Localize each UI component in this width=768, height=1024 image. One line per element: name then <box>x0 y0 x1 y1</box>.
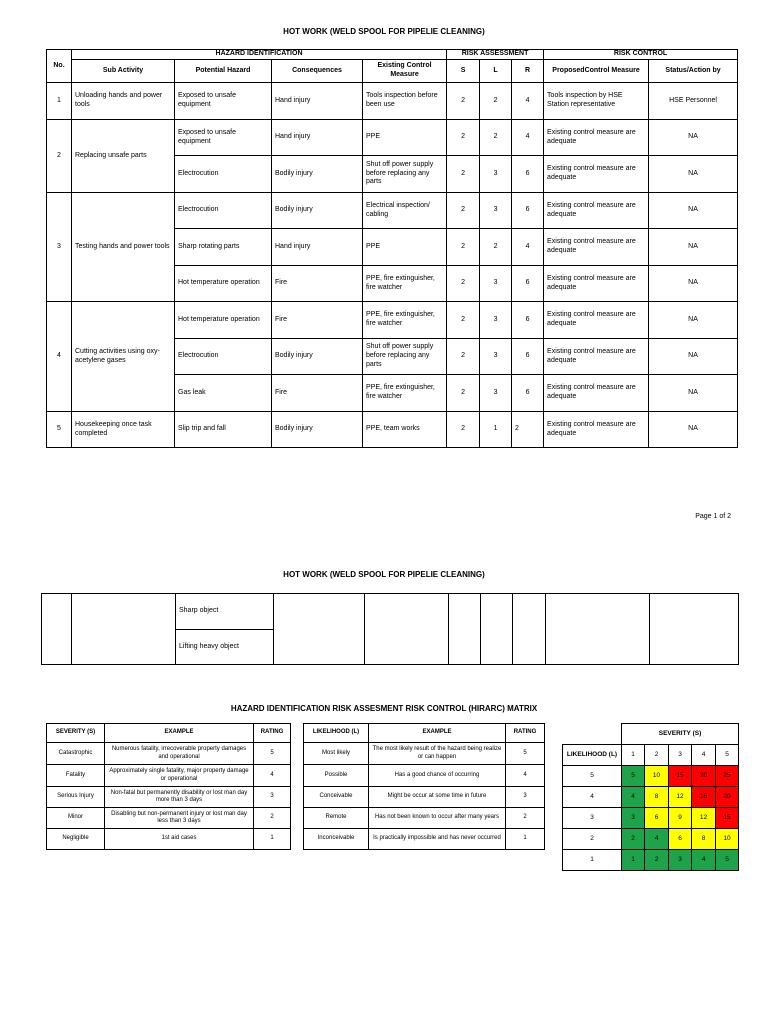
likelihood-row-label: 3 <box>563 808 622 829</box>
consequence: Fire <box>272 375 363 412</box>
severity-value: 2 <box>447 193 480 229</box>
proposed-control: Existing control measure are adequate <box>544 412 649 448</box>
header-s: S <box>447 60 480 83</box>
header-no: No. <box>47 50 72 83</box>
matrix-cell: 2 <box>622 829 645 850</box>
consequence: Fire <box>272 302 363 339</box>
severity-col: 3 <box>669 745 692 766</box>
proposed-control: Existing control measure are adequate <box>544 120 649 156</box>
severity-header: SEVERITY (S) <box>47 724 105 743</box>
header-status: Status/Action by <box>649 60 738 83</box>
existing-control: PPE, team works <box>363 412 447 448</box>
likelihood-value: 3 <box>480 375 512 412</box>
likelihood-value: 1 <box>480 412 512 448</box>
likelihood-value: 2 <box>480 229 512 266</box>
rating-header: RATING <box>506 724 545 743</box>
matrix-cell: 4 <box>692 850 716 871</box>
potential-hazard: Electrocution <box>175 339 272 375</box>
consequence: Bodily injury <box>272 156 363 193</box>
matrix-title: HAZARD IDENTIFICATION RISK ASSESMENT RISK CONTROL (HIRARC) MATRIX <box>230 704 538 713</box>
severity-value: 2 <box>447 266 480 302</box>
table-row <box>47 412 738 448</box>
likelihood-row-label: 1 <box>563 850 622 871</box>
likelihood-level: Most likely <box>304 743 369 765</box>
severity-example: Numerous fatality, irrecoverable property damages and operational <box>105 743 254 765</box>
severity-rating: 3 <box>254 787 291 808</box>
status: NA <box>649 302 738 339</box>
proposed-control: Existing control measure are adequate <box>544 266 649 302</box>
continued-table <box>41 593 739 665</box>
consequence: Bodily injury <box>272 412 363 448</box>
severity-level: Negligible <box>47 829 105 850</box>
likelihood-rating: 2 <box>506 808 545 829</box>
existing-control: PPE <box>363 120 447 156</box>
proposed-control: Existing control measure are adequate <box>544 156 649 193</box>
header-existing-control: Existing Control Measure <box>363 60 447 83</box>
likelihood-level: Conceivable <box>304 787 369 808</box>
table-row <box>47 765 291 787</box>
status: NA <box>649 156 738 193</box>
table-row <box>47 120 738 156</box>
matrix-cell: 8 <box>692 829 716 850</box>
severity-example: 1st aid cases <box>105 829 254 850</box>
header-potential-hazard: Potential Hazard <box>175 60 272 83</box>
risk-value: 4 <box>512 120 544 156</box>
likelihood-rating: 3 <box>506 787 545 808</box>
matrix-cell: 2 <box>645 850 669 871</box>
sub-activity: Housekeeping once task completed <box>72 412 175 448</box>
severity-value: 2 <box>447 229 480 266</box>
table-row <box>47 787 291 808</box>
proposed-control: Existing control measure are adequate <box>544 375 649 412</box>
matrix-cell: 3 <box>669 850 692 871</box>
matrix-cell: 4 <box>622 787 645 808</box>
risk-value: 2 <box>512 412 544 448</box>
potential-hazard: Sharp rotating parts <box>175 229 272 266</box>
risk-assessment-table <box>46 49 738 448</box>
risk-matrix <box>562 723 739 871</box>
activity-no: 5 <box>47 412 72 448</box>
matrix-cell: 25 <box>716 766 739 787</box>
header-consequences: Consequences <box>272 60 363 83</box>
matrix-cell: 4 <box>645 829 669 850</box>
proposed-control: Tools inspection by HSE Station representative <box>544 83 649 120</box>
severity-col: 2 <box>645 745 669 766</box>
page-title: HOT WORK (WELD SPOOL FOR PIPELIE CLEANING) <box>283 27 485 36</box>
consequence: Hand injury <box>272 229 363 266</box>
table-row <box>304 829 545 850</box>
existing-control: PPE, fire extinguisher, fire watcher <box>363 375 447 412</box>
potential-hazard: Lifting heavy object <box>176 630 274 665</box>
matrix-cell: 16 <box>692 787 716 808</box>
activity-no: 3 <box>47 193 72 302</box>
matrix-row <box>563 808 739 829</box>
existing-control: PPE, fire extinguisher, fire watcher <box>363 302 447 339</box>
potential-hazard: Hot temperature operation <box>175 266 272 302</box>
header-hazard-identification: HAZARD IDENTIFICATION <box>72 50 447 60</box>
matrix-severity-header: SEVERITY (S) <box>622 724 739 745</box>
existing-control: Shut off power supply before replacing any parts <box>363 339 447 375</box>
header-risk-assessment: RISK ASSESSMENT <box>447 50 544 60</box>
severity-table <box>46 723 291 850</box>
sub-activity: Replacing unsafe parts <box>72 120 175 193</box>
likelihood-rating: 4 <box>506 765 545 787</box>
risk-value: 6 <box>512 266 544 302</box>
matrix-cell: 15 <box>716 808 739 829</box>
table-row <box>304 808 545 829</box>
likelihood-rating: 1 <box>506 829 545 850</box>
status: NA <box>649 120 738 156</box>
likelihood-value: 2 <box>480 83 512 120</box>
likelihood-level: Possible <box>304 765 369 787</box>
status: NA <box>649 339 738 375</box>
matrix-row <box>563 766 739 787</box>
proposed-control: Existing control measure are adequate <box>544 339 649 375</box>
severity-example: Non-fatal but permanently disability or lost man day more than 3 days <box>105 787 254 808</box>
matrix-cell: 5 <box>622 766 645 787</box>
severity-level: Catastrophic <box>47 743 105 765</box>
proposed-control: Existing control measure are adequate <box>544 193 649 229</box>
risk-value: 6 <box>512 339 544 375</box>
consequence: Fire <box>272 266 363 302</box>
existing-control: Electrical inspection/ cabling <box>363 193 447 229</box>
rating-header: RATING <box>254 724 291 743</box>
header-r: R <box>512 60 544 83</box>
potential-hazard: Exposed to unsafe equipment <box>175 83 272 120</box>
matrix-cell: 9 <box>669 808 692 829</box>
consequence: Bodily injury <box>272 193 363 229</box>
matrix-row <box>563 850 739 871</box>
likelihood-value: 3 <box>480 339 512 375</box>
severity-value: 2 <box>447 83 480 120</box>
severity-value: 2 <box>447 120 480 156</box>
table-row <box>47 808 291 829</box>
likelihood-row-label: 2 <box>563 829 622 850</box>
severity-value: 2 <box>447 375 480 412</box>
severity-level: Fatality <box>47 765 105 787</box>
matrix-row <box>563 829 739 850</box>
matrix-cell: 5 <box>716 850 739 871</box>
table-row <box>42 594 739 630</box>
table-row <box>304 743 545 765</box>
header-proposed-control: ProposedControl Measure <box>544 60 649 83</box>
likelihood-value: 2 <box>480 120 512 156</box>
table-row <box>47 83 738 120</box>
risk-value: 6 <box>512 193 544 229</box>
likelihood-level: Inconceivable <box>304 829 369 850</box>
page2-title: HOT WORK (WELD SPOOL FOR PIPELIE CLEANING) <box>283 570 485 579</box>
likelihood-rating: 5 <box>506 743 545 765</box>
risk-value: 4 <box>512 83 544 120</box>
severity-col: 5 <box>716 745 739 766</box>
existing-control: Shut off power supply before replacing any parts <box>363 156 447 193</box>
matrix-cell: 15 <box>669 766 692 787</box>
likelihood-example: Might be occur at some time in future <box>369 787 506 808</box>
status: NA <box>649 412 738 448</box>
status: NA <box>649 193 738 229</box>
likelihood-value: 3 <box>480 302 512 339</box>
potential-hazard: Electrocution <box>175 156 272 193</box>
severity-rating: 4 <box>254 765 291 787</box>
table-row <box>47 193 738 229</box>
table-row <box>304 787 545 808</box>
likelihood-example: Has a good chance of occurring <box>369 765 506 787</box>
matrix-likelihood-header: LIKELIHOOD (L) <box>563 745 622 766</box>
severity-col: 1 <box>622 745 645 766</box>
proposed-control: Existing control measure are adequate <box>544 229 649 266</box>
matrix-cell: 20 <box>692 766 716 787</box>
likelihood-level: Remote <box>304 808 369 829</box>
matrix-cell: 10 <box>645 766 669 787</box>
severity-value: 2 <box>447 302 480 339</box>
severity-rating: 1 <box>254 829 291 850</box>
existing-control: PPE, fire extinguisher, fire watcher <box>363 266 447 302</box>
example-header: EXAMPLE <box>369 724 506 743</box>
activity-no: 1 <box>47 83 72 120</box>
table-row <box>304 765 545 787</box>
severity-level: Minor <box>47 808 105 829</box>
sub-activity: Cutting activities using oxy-acetylene gases <box>72 302 175 412</box>
matrix-cell: 8 <box>645 787 669 808</box>
likelihood-row-label: 5 <box>563 766 622 787</box>
likelihood-value: 3 <box>480 193 512 229</box>
table-row <box>47 829 291 850</box>
likelihood-header: LIKELIHOOD (L) <box>304 724 369 743</box>
likelihood-value: 3 <box>480 266 512 302</box>
potential-hazard: Hot temperature operation <box>175 302 272 339</box>
table-row <box>47 743 291 765</box>
likelihood-example: The most likely result of the hazard being realize or can happen <box>369 743 506 765</box>
severity-level: Serious Injury <box>47 787 105 808</box>
matrix-cell: 12 <box>669 787 692 808</box>
header-risk-control: RISK CONTROL <box>544 50 738 60</box>
table-row <box>47 302 738 339</box>
potential-hazard: Slip trip and fall <box>175 412 272 448</box>
matrix-cell: 6 <box>669 829 692 850</box>
status: NA <box>649 229 738 266</box>
existing-control: PPE <box>363 229 447 266</box>
matrix-cell: 20 <box>716 787 739 808</box>
risk-value: 4 <box>512 229 544 266</box>
matrix-cell: 10 <box>716 829 739 850</box>
matrix-cell: 6 <box>645 808 669 829</box>
likelihood-value: 3 <box>480 156 512 193</box>
severity-rating: 2 <box>254 808 291 829</box>
sub-activity: Unloading hands and power tools <box>72 83 175 120</box>
header-sub-activity: Sub Activity <box>72 60 175 83</box>
status: HSE Personnel <box>649 83 738 120</box>
page-number: Page 1 of 2 <box>695 513 731 520</box>
severity-col: 4 <box>692 745 716 766</box>
risk-value: 6 <box>512 375 544 412</box>
likelihood-row-label: 4 <box>563 787 622 808</box>
existing-control: Tools inspection before been use <box>363 83 447 120</box>
matrix-cell: 1 <box>622 850 645 871</box>
potential-hazard: Exposed to unsafe equipment <box>175 120 272 156</box>
severity-rating: 5 <box>254 743 291 765</box>
matrix-cell: 3 <box>622 808 645 829</box>
consequence: Hand injury <box>272 83 363 120</box>
severity-value: 2 <box>447 412 480 448</box>
example-header: EXAMPLE <box>105 724 254 743</box>
severity-value: 2 <box>447 339 480 375</box>
status: NA <box>649 375 738 412</box>
severity-value: 2 <box>447 156 480 193</box>
severity-example: Approximately single fatality, major property damage or operational <box>105 765 254 787</box>
matrix-row <box>563 787 739 808</box>
consequence: Bodily injury <box>272 339 363 375</box>
activity-no: 2 <box>47 120 72 193</box>
activity-no: 4 <box>47 302 72 412</box>
matrix-cell: 12 <box>692 808 716 829</box>
sub-activity: Testing hands and power tools <box>72 193 175 302</box>
header-l: L <box>480 60 512 83</box>
potential-hazard: Electrocution <box>175 193 272 229</box>
risk-value: 6 <box>512 156 544 193</box>
likelihood-example: Is practically impossible and has never occurred <box>369 829 506 850</box>
status: NA <box>649 266 738 302</box>
likelihood-table <box>303 723 545 850</box>
proposed-control: Existing control measure are adequate <box>544 302 649 339</box>
risk-value: 6 <box>512 302 544 339</box>
potential-hazard: Gas leak <box>175 375 272 412</box>
likelihood-example: Has not been known to occur after many years <box>369 808 506 829</box>
potential-hazard: Sharp object <box>176 594 274 630</box>
severity-example: Disabling but non-permanent injury or lost man day less than 3 days <box>105 808 254 829</box>
consequence: Hand injury <box>272 120 363 156</box>
